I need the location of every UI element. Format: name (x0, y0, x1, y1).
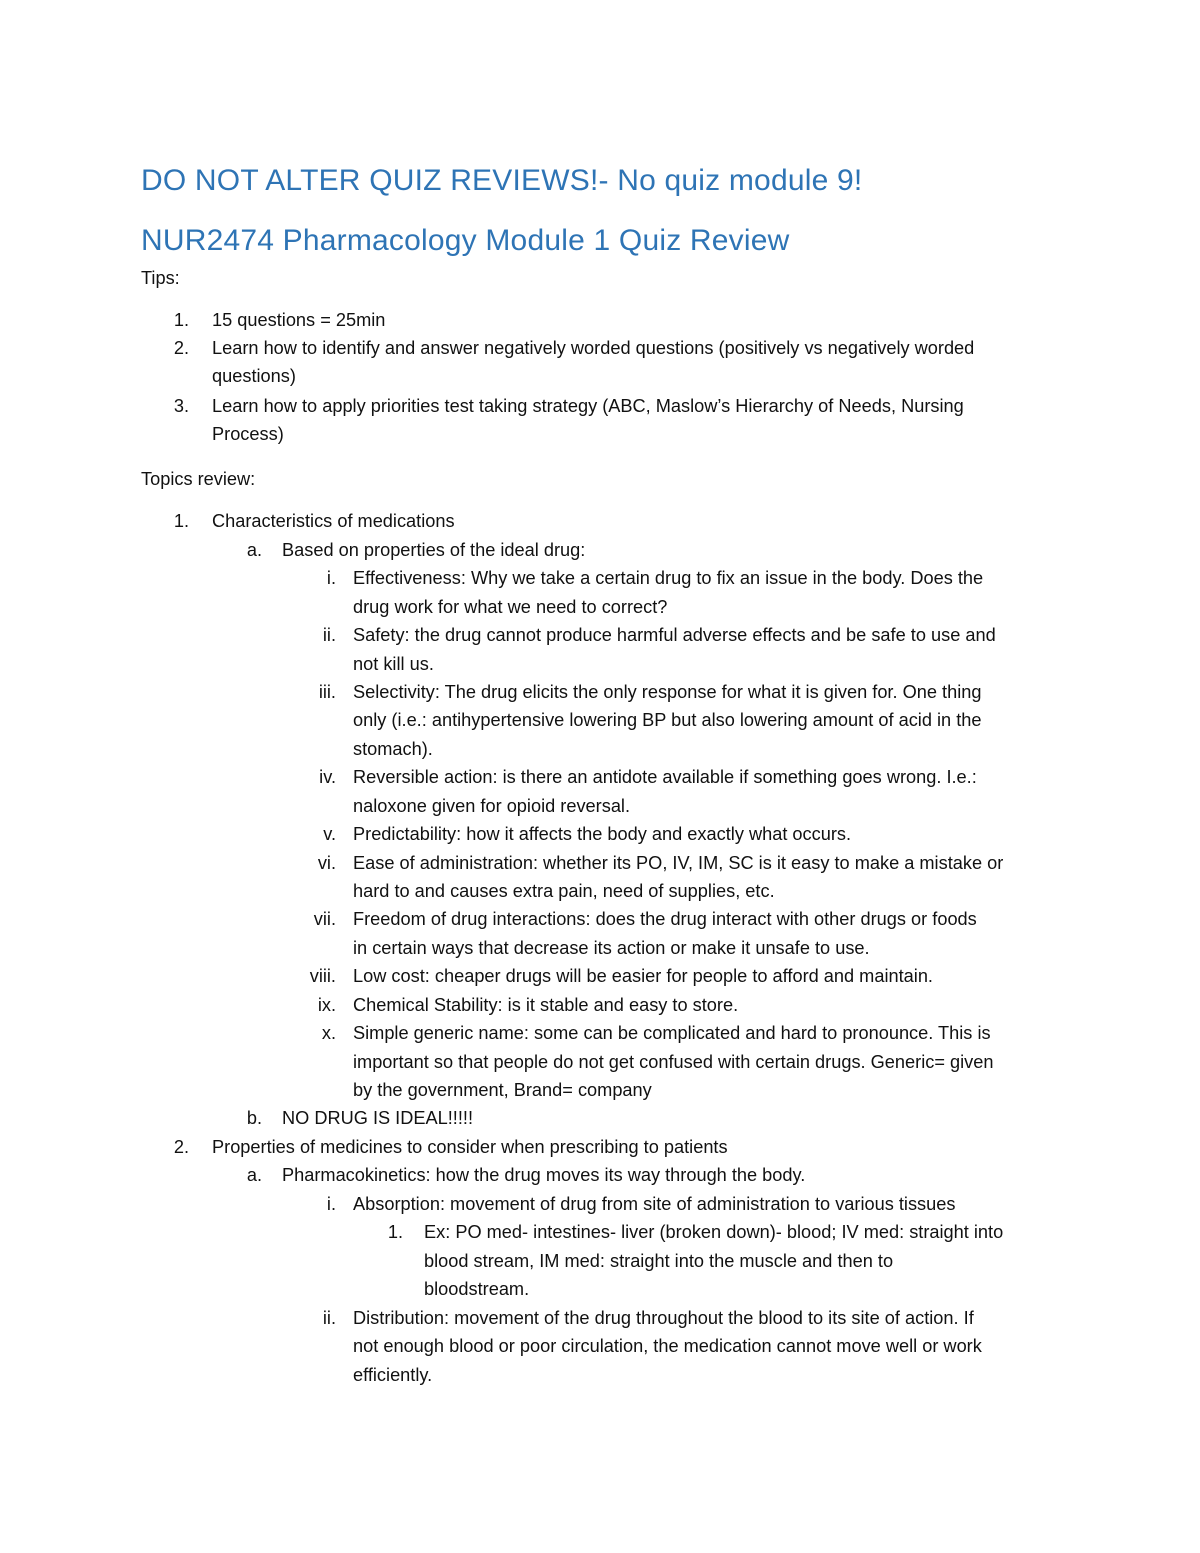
list-marker: ix. (317, 995, 336, 1015)
list-item: Reversible action: is there an antidote available if something goes wrong. I.e.: (353, 767, 977, 787)
list-item-continuation: by the government, Brand= company (353, 1080, 652, 1100)
list-marker: x. (321, 1023, 336, 1043)
list-item: Learn how to apply priorities test taking strategy (ABC, Maslow’s Hierarchy of Needs, Nursing (212, 396, 964, 416)
list-marker: vi. (317, 853, 336, 873)
list-item: Freedom of drug interactions: does the drug interact with other drugs or foods (353, 909, 977, 929)
list-item: Properties of medicines to consider when prescribing to patients (212, 1137, 728, 1157)
list-marker: a. (246, 1165, 262, 1185)
list-item: Low cost: cheaper drugs will be easier for people to afford and maintain. (353, 966, 933, 986)
list-item: NO DRUG IS IDEAL!!!!! (282, 1108, 474, 1128)
list-item: Simple generic name: some can be complicated and hard to pronounce. This is (353, 1023, 991, 1043)
warning-heading: DO NOT ALTER QUIZ REVIEWS!- No quiz module 9! (141, 164, 863, 197)
list-item: Based on properties of the ideal drug: (282, 540, 586, 560)
list-marker: vii. (313, 909, 336, 929)
list-item-continuation: blood stream, IM med: straight into the muscle and then to (424, 1251, 894, 1271)
list-item: Chemical Stability: is it stable and easy to store. (353, 995, 739, 1015)
list-marker: 2. (173, 1137, 189, 1157)
list-marker: v. (323, 824, 336, 844)
list-item-continuation: drug work for what we need to correct? (353, 597, 668, 617)
list-item: Predictability: how it affects the body and exactly what occurs. (353, 824, 852, 844)
page-title: NUR2474 Pharmacology Module 1 Quiz Review (141, 224, 790, 257)
list-marker: 1. (387, 1222, 403, 1242)
list-item: Ex: PO med- intestines- liver (broken down)- blood; IV med: straight into (424, 1222, 1004, 1242)
list-item: Characteristics of medications (212, 511, 455, 531)
list-item: Distribution: movement of the drug throughout the blood to its site of action. If (353, 1308, 974, 1328)
list-marker: i. (326, 1194, 336, 1214)
topics-label: Topics review: (141, 469, 256, 489)
list-marker: iii. (318, 682, 336, 702)
list-item: Learn how to identify and answer negatively worded questions (positively vs negatively worded (212, 338, 975, 358)
list-marker: 2. (173, 338, 189, 358)
list-marker: b. (246, 1108, 262, 1128)
list-item: Safety: the drug cannot produce harmful adverse effects and be safe to use and (353, 625, 996, 645)
tips-label: Tips: (141, 268, 180, 288)
list-marker: viii. (309, 966, 336, 986)
list-marker: i. (326, 568, 336, 588)
list-item-continuation: naloxone given for opioid reversal. (353, 796, 631, 816)
list-item-continuation: in certain ways that decrease its action or make it unsafe to use. (353, 938, 870, 958)
list-item-continuation: only (i.e.: antihypertensive lowering BP but also lowering amount of acid in the (353, 710, 982, 730)
list-item-continuation: stomach). (353, 739, 433, 759)
list-item-continuation: questions) (212, 366, 296, 386)
list-marker: a. (246, 540, 262, 560)
list-item-continuation: important so that people do not get confused with certain drugs. Generic= given (353, 1052, 994, 1072)
list-item-continuation: not kill us. (353, 654, 434, 674)
list-item-continuation: Process) (212, 424, 284, 444)
list-item: Selectivity: The drug elicits the only response for what it is given for. One thing (353, 682, 982, 702)
list-marker: 1. (173, 310, 189, 330)
list-marker: ii. (322, 1308, 336, 1328)
list-item: Pharmacokinetics: how the drug moves its way through the body. (282, 1165, 806, 1185)
list-marker: ii. (322, 625, 336, 645)
list-item-continuation: hard to and causes extra pain, need of supplies, etc. (353, 881, 775, 901)
list-item: 15 questions = 25min (212, 310, 386, 330)
list-item-continuation: not enough blood or poor circulation, the medication cannot move well or work (353, 1336, 982, 1356)
list-item-continuation: bloodstream. (424, 1279, 530, 1299)
list-item: Absorption: movement of drug from site of administration to various tissues (353, 1194, 956, 1214)
list-marker: 3. (173, 396, 189, 416)
list-marker: iv. (319, 767, 336, 787)
list-item: Ease of administration: whether its PO, IV, IM, SC is it easy to make a mistake or (353, 853, 1004, 873)
list-item: Effectiveness: Why we take a certain drug to fix an issue in the body. Does the (353, 568, 984, 588)
list-marker: 1. (173, 511, 189, 531)
list-item-continuation: efficiently. (353, 1365, 433, 1385)
